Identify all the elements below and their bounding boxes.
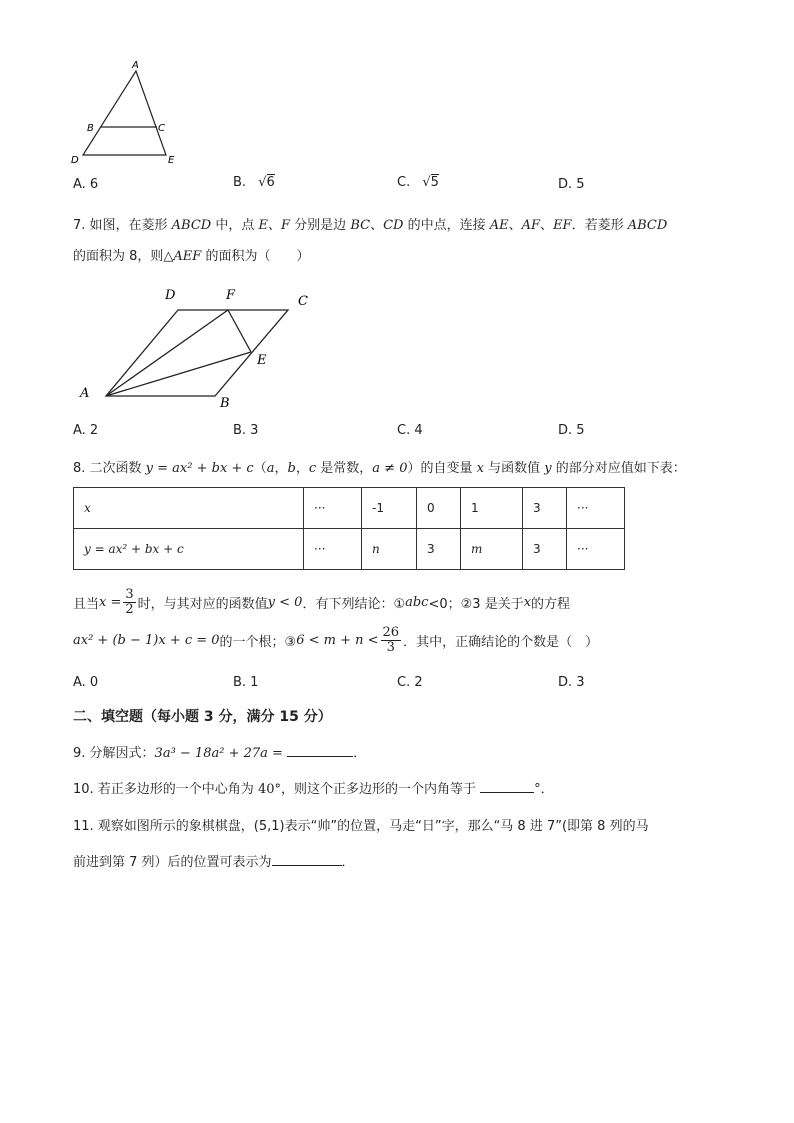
table-cell: -1: [362, 488, 417, 529]
text: 的部分对应值如下表：: [551, 461, 686, 476]
option-label: C. 4: [397, 423, 423, 438]
label-C: C: [298, 294, 308, 309]
math: EF: [553, 218, 572, 233]
numerator: 3: [125, 587, 134, 602]
math: abc: [405, 595, 429, 610]
option-prefix: B.: [233, 175, 247, 190]
math: y < 0: [267, 595, 303, 610]
table-row: [74, 529, 625, 570]
q8-option-c[interactable]: [397, 675, 423, 690]
equation: ax² + (b − 1)x + c = 0: [73, 633, 220, 648]
text: °．: [534, 782, 554, 797]
table-cell: 3: [523, 488, 567, 529]
math: x: [476, 461, 484, 476]
math: c: [308, 461, 317, 476]
math: y: [544, 461, 552, 476]
q11-line1: 11. 观察如图所示的象棋棋盘，(5,1)表示“帅”的位置，马走“日”字，那么“马 8 进 7”(即第 8 列的马: [73, 819, 649, 834]
q7-line2: [73, 245, 309, 264]
math: a: [266, 461, 275, 476]
text: 的中点，连接: [403, 218, 490, 233]
table-row: [74, 488, 625, 529]
text: 前进到第 7 列）后的位置可表示为: [73, 855, 272, 870]
table-cell: x: [74, 488, 304, 529]
option-label: D. 5: [558, 177, 585, 192]
text: ．: [353, 746, 367, 761]
text: 时，与其对应的函数值: [137, 597, 268, 612]
q8-option-d[interactable]: [558, 675, 585, 690]
section-heading: 二、填空题（每小题 3 分，满分 15 分）: [73, 709, 332, 725]
label-C: C: [158, 123, 165, 134]
math: b: [287, 461, 296, 476]
radicand: 5: [430, 175, 439, 190]
triangle-figure: [65, 55, 195, 170]
q9: [73, 742, 366, 761]
text: ，: [295, 461, 309, 476]
option-prefix: C.: [397, 175, 411, 190]
text: 、: [370, 218, 384, 233]
text: 8. 二次函数: [73, 461, 146, 476]
q7-option-b[interactable]: [233, 423, 258, 438]
option-label: D. 5: [558, 423, 585, 438]
text: 9. 分解因式：: [73, 746, 155, 761]
text: 与函数值: [483, 461, 545, 476]
q7-line1: [73, 214, 667, 233]
text: 的一个根；③: [219, 635, 297, 650]
option-label: B. 3: [233, 423, 259, 438]
text: 中，点: [211, 218, 259, 233]
fraction: [123, 588, 135, 617]
text: 、: [268, 218, 282, 233]
option-label: A. 6: [73, 177, 99, 192]
table-cell: 3: [523, 529, 567, 570]
text: ，则这个正多边形的一个内角等于: [281, 782, 477, 797]
q8-option-a[interactable]: [73, 675, 98, 690]
text: 分别是边: [290, 218, 351, 233]
label-A: A: [132, 60, 139, 71]
text: ．其中，正确结论的个数是（ ）: [403, 635, 599, 650]
math: 3a³ − 18a² + 27a =: [154, 746, 283, 761]
math: CD: [383, 218, 404, 233]
table-cell: y = ax² + bx + c: [74, 529, 304, 570]
label-D: D: [71, 155, 79, 166]
q6-option-d[interactable]: [558, 177, 585, 192]
option-label: A. 0: [73, 675, 99, 690]
math: E: [258, 218, 268, 233]
q8-equation: [73, 626, 598, 655]
fraction: [381, 626, 402, 655]
q6-option-a[interactable]: [73, 177, 98, 192]
q8-option-b[interactable]: [233, 675, 258, 690]
value-table: [73, 487, 625, 570]
text: 7. 如图，在菱形: [73, 218, 172, 233]
table-cell: ···: [567, 488, 625, 529]
math: 6 < m + n <: [296, 633, 379, 648]
q8-intro: [73, 457, 686, 476]
table-cell: 3: [417, 529, 461, 570]
math: ABCD: [627, 218, 668, 233]
table-cell: m: [461, 529, 523, 570]
table-cell: 1: [461, 488, 523, 529]
text: ，: [274, 461, 288, 476]
table-cell: ···: [304, 488, 362, 529]
q6-option-b[interactable]: [233, 175, 275, 190]
q7-option-a[interactable]: [73, 423, 98, 438]
math: AEF: [173, 249, 202, 264]
q8-condition: [73, 588, 570, 617]
text: ．有下列结论：①: [302, 597, 406, 612]
math: x =: [99, 595, 122, 610]
text: （: [253, 461, 267, 476]
label-B: B: [220, 396, 230, 410]
radicand: 6: [266, 175, 275, 190]
q7-option-c[interactable]: [397, 423, 423, 438]
denominator: 3: [386, 640, 395, 655]
math: AF: [521, 218, 541, 233]
table-cell: ···: [567, 529, 625, 570]
text: 的面积为 8，则△: [73, 249, 174, 264]
answer-blank[interactable]: [480, 780, 534, 793]
sqrt-symbol: √: [422, 175, 431, 190]
numerator: 26: [382, 625, 400, 640]
table-cell: ···: [304, 529, 362, 570]
table-cell: 0: [417, 488, 461, 529]
label-F: F: [226, 288, 236, 303]
answer-blank[interactable]: [272, 853, 342, 866]
text: 10. 若正多边形的一个中心角为: [73, 782, 258, 797]
label-D: D: [165, 288, 176, 303]
q6-option-c[interactable]: [397, 175, 439, 190]
text: 且当: [73, 597, 100, 612]
label-E: E: [257, 353, 267, 368]
option-label: A. 2: [73, 423, 99, 438]
option-label: B. 1: [233, 675, 259, 690]
text: <0；②3 是关于: [428, 597, 524, 612]
option-label: D. 3: [558, 675, 585, 690]
label-B: B: [87, 123, 94, 134]
math: F: [281, 218, 291, 233]
label-E: E: [168, 155, 175, 166]
text: 、: [540, 218, 554, 233]
text: ．: [341, 855, 355, 870]
q7-option-d[interactable]: [558, 423, 585, 438]
text: ）的自变量: [407, 461, 477, 476]
math: x: [523, 595, 532, 610]
q10: [73, 778, 554, 797]
text: 的方程: [531, 597, 571, 612]
math: ABCD: [171, 218, 212, 233]
option-label: C. 2: [397, 675, 423, 690]
math: AE: [489, 218, 509, 233]
sqrt-symbol: √: [258, 175, 267, 190]
text: 是常数，: [316, 461, 373, 476]
math: 40°: [257, 782, 281, 797]
text: ．若菱形: [571, 218, 628, 233]
math: BC: [350, 218, 371, 233]
formula: y = ax² + bx + c: [145, 461, 254, 476]
text: 、: [508, 218, 522, 233]
rhombus-figure: [70, 280, 330, 410]
q11-line2: [73, 851, 355, 870]
answer-blank[interactable]: [287, 744, 353, 757]
math: a ≠ 0: [372, 461, 408, 476]
text: 的面积为（ ）: [201, 249, 310, 264]
label-A: A: [80, 386, 90, 401]
table-cell: n: [362, 529, 417, 570]
denominator: 2: [125, 602, 134, 617]
